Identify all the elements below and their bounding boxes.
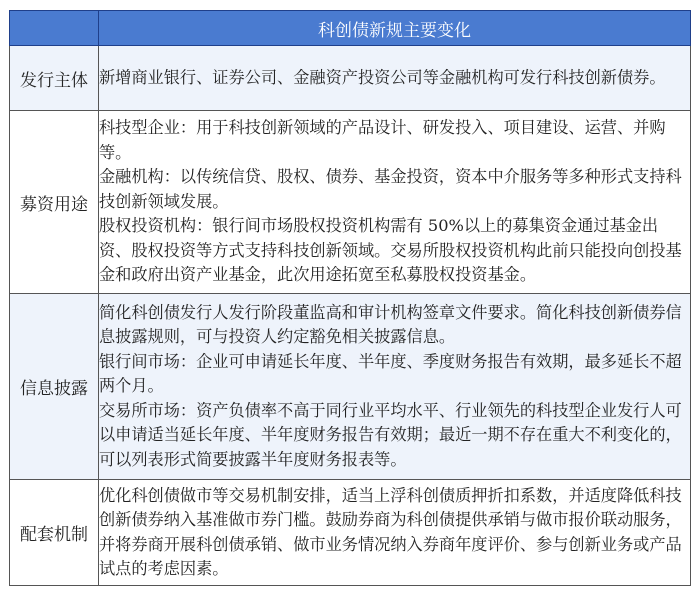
table-title: 科创债新规主要变化 xyxy=(99,11,691,46)
table-row-issuer xyxy=(10,46,691,111)
paragraph: 科技型企业：用于科技创新领域的产品设计、研发投入、项目建设、运营、并购等。 xyxy=(99,118,666,162)
row-label-issuer: 发行主体 xyxy=(10,46,99,111)
table-row-supporting-mechanism xyxy=(10,480,691,586)
row-content-issuer xyxy=(99,46,691,111)
row-content-supporting-mechanism xyxy=(99,480,691,586)
paragraph: 股权投资机构：银行间市场股权投资机构需有 50%以上的募集资金通过基金出资、股权投资等方式支持科技创新领域。交易所股权投资机构此前只能投向创投基金和政府出资产业基金，此次用途拓宽至私募股权投资基金。 xyxy=(99,216,682,285)
row-content-disclosure xyxy=(99,294,691,480)
paragraph: 简化科创债发行人发行阶段董监高和审计机构签章文件要求。简化科技创新债券信息披露规则，可与投资人约定豁免相关披露信息。 xyxy=(99,302,682,347)
row-label-disclosure: 信息披露 xyxy=(10,294,99,480)
paragraph: 银行间市场：企业可申请延长年度、半年度、季度财务报告有效期，最多延长不超两个月。 xyxy=(99,351,682,396)
table-row-use-of-funds xyxy=(10,111,691,294)
paragraph: 新增商业银行、证券公司、金融资产投资公司等金融机构可发行科技创新债券。 xyxy=(99,67,666,87)
paragraph: 金融机构：以传统信贷、股权、债券、基金投资，资本中介服务等多种形式支持科技创新领域发展。 xyxy=(99,167,682,211)
row-label-supporting-mechanism: 配套机制 xyxy=(10,480,99,586)
row-content-use-of-funds xyxy=(99,111,691,294)
paragraph: 交易所市场：资产负债率不高于同行业平均水平、行业领先的科技型企业发行人可以申请适当延长年度、半年度财务报告有效期；最近一期不存在重大不利变化的，可以列表形式简要披露半年度财务报表等。 xyxy=(99,400,682,469)
table-row-disclosure xyxy=(10,294,691,480)
policy-changes-table xyxy=(9,10,691,586)
header-empty-cell xyxy=(10,11,99,46)
table-header-row xyxy=(10,11,691,46)
paragraph: 优化科创债做市等交易机制安排，适当上浮科创债质押折扣系数，并适度降低科技创新债券纳入基准做市券门槛。鼓励券商为科创债提供承销与做市报价联动服务，并将券商开展科创债承销、做市业务情况纳入券商年度评价、参与创新业务或产品试点的考虑因素。 xyxy=(99,485,682,578)
row-label-use-of-funds: 募资用途 xyxy=(10,111,99,294)
